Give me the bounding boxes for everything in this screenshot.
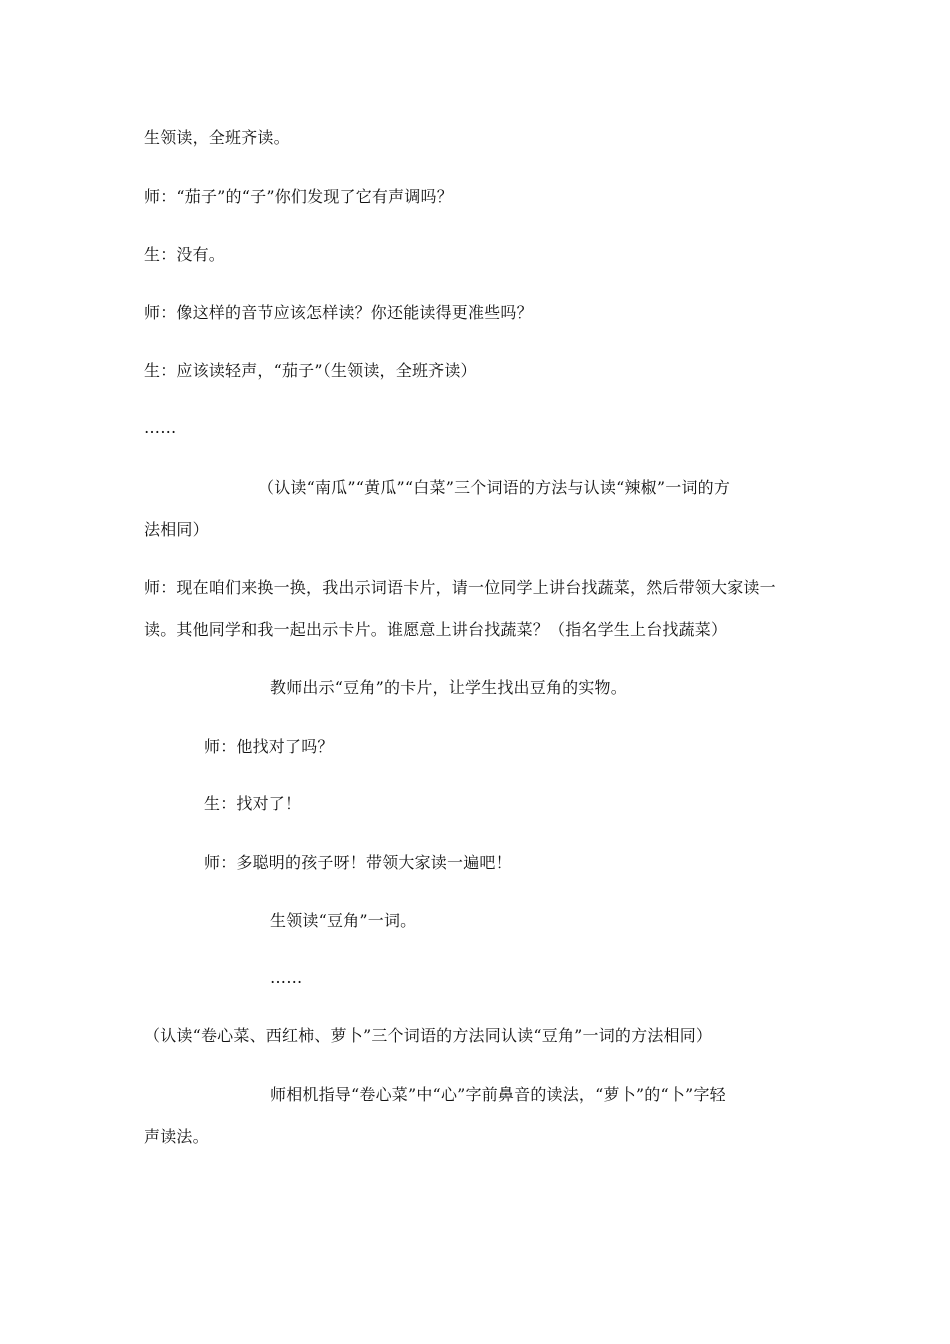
text-line-teacher-guide: 师相机指导“卷心菜”中“心”字前鼻音的读法，“萝卜”的“卜”字轻 [270,1085,726,1104]
text-line-student-answer: 生：没有。 [144,245,226,264]
text-line-teacher-instruction: 师：现在咱们来换一换，我出示词语卡片，请一位同学上讲台找蔬菜，然后带领大家读一 [144,578,776,597]
text-line-student-reply: 生：应该读轻声，“茄子”（生领读，全班齐读） [144,361,477,380]
text-line-teacher-card: 教师出示“豆角”的卡片，让学生找出豆角的实物。 [270,678,627,697]
text-line-guide-cont: 声读法。 [144,1127,209,1146]
text-line-teacher-prompt: 师：像这样的音节应该怎样读？你还能读得更准些吗？ [144,303,533,322]
text-line-ellipsis: …… [144,418,177,437]
text-line-teacher-check: 师：他找对了吗？ [204,737,334,756]
text-line-note-end: 法相同） [144,520,209,539]
text-line-teacher-praise: 师：多聪明的孩子呀！带领大家读一遍吧！ [204,853,512,872]
text-line-student-lead: 生领读“豆角”一词。 [270,911,417,930]
text-line-student-correct: 生：找对了！ [204,794,302,813]
text-line-note-start: （认读“南瓜”“黄瓜”“白菜”三个词语的方法与认读“辣椒”一词的方 [258,478,731,497]
text-line-instruction-cont: 读。其他同学和我一起出示卡片。谁愿意上讲台找蔬菜？（指名学生上台找蔬菜） [144,620,728,639]
text-line-note-2: （认读“卷心菜、西红柿、萝卜”三个词语的方法同认读“豆角”一词的方法相同） [144,1026,713,1045]
text-line-ellipsis-2: …… [270,968,303,987]
text-line-teacher-question: 师：“茄子”的“子”你们发现了它有声调吗？ [144,187,453,206]
text-line-student-read: 生领读，全班齐读。 [144,128,290,147]
